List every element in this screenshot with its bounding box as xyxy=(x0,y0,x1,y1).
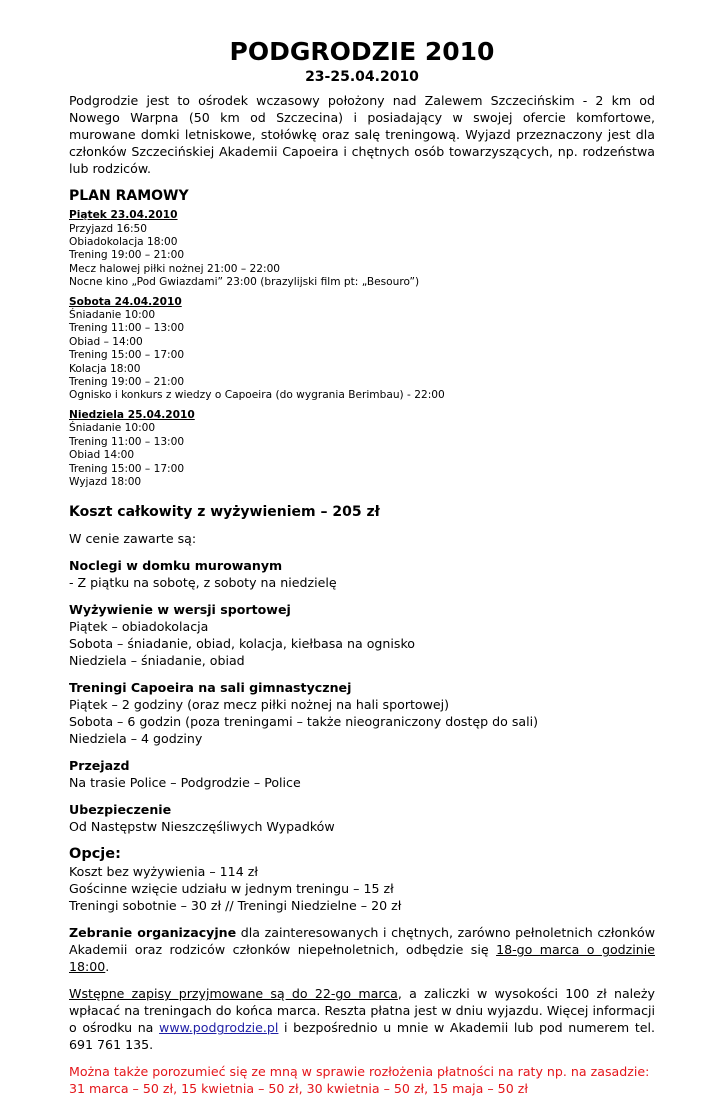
included-list xyxy=(69,557,655,835)
included-line: Piątek – obiadokolacja xyxy=(69,619,209,635)
included-item xyxy=(69,601,655,669)
schedule-item: Nocne kino „Pod Gwiazdami” 23:00 (brazylijski film pt: „Besouro”) xyxy=(69,276,420,289)
meeting-end: . xyxy=(105,959,110,975)
options-list xyxy=(69,863,655,914)
schedule-item: Śniadanie 10:00 xyxy=(69,309,156,322)
schedule xyxy=(69,209,655,489)
included-heading: Wyżywienie w wersji sportowej xyxy=(69,602,291,618)
included-line: Sobota – śniadanie, obiad, kolacja, kiełbasa na ognisko xyxy=(69,636,415,652)
option-item: Koszt bez wyżywienia – 114 zł xyxy=(69,864,258,880)
schedule-item: Obiad 14:00 xyxy=(69,449,135,462)
option-item: Gościnne wzięcie udziału w jednym treningu – 15 zł xyxy=(69,881,394,897)
schedule-item: Mecz halowej piłki nożnej 21:00 – 22:00 xyxy=(69,262,281,275)
schedule-item: Kolacja 18:00 xyxy=(69,362,141,375)
included-heading: Noclegi w domku murowanym xyxy=(69,558,283,574)
included-heading: Przejazd xyxy=(69,758,130,774)
schedule-item: Ognisko i konkurs z wiedzy o Capoeira (do wygrania Berimbau) - 22:00 xyxy=(69,389,445,402)
day-title: Sobota 24.04.2010 xyxy=(69,295,182,308)
included-line: Sobota – 6 godzin (poza treningami – także nieograniczony dostęp do sali) xyxy=(69,714,539,730)
plan-heading: PLAN RAMOWY xyxy=(69,188,189,204)
included-item xyxy=(69,801,655,835)
schedule-item: Trening 15:00 – 17:00 xyxy=(69,462,185,475)
option-item: Treningi sobotnie – 30 zł // Treningi Niedzielne – 20 zł xyxy=(69,898,402,914)
meeting-date: 18-go marca o godzinie 18:00 xyxy=(69,942,655,975)
intro-paragraph: Podgrodzie jest to ośrodek wczasowy położony nad Zalewem Szczecińskim - 2 km od Nowego Warpna (50 km od Szczecina) i posiadający w swojej ofercie komfortowe, murowane domki letniskowe, stołówkę oraz salę treningową. Wyjazd przeznaczony jest dla członków Szczecińskiej Akademii Capoeira i chętnych osób towarzyszących, np. rodzeństwa lub rodziców. xyxy=(69,93,655,176)
meeting-text: dla zainteresowanych i chętnych, zarówno pełnoletnich członków Akademii oraz rodziców członków niepełnoletnich, odbędzie się xyxy=(69,925,655,958)
included-heading: Ubezpieczenie xyxy=(69,802,172,818)
page-dates: 23-25.04.2010 xyxy=(305,69,419,85)
installments-line: 31 marca – 50 zł, 15 kwietnia – 50 zł, 30 kwietnia – 50 zł, 15 maja – 50 zł xyxy=(69,1081,528,1097)
installments-note xyxy=(69,1063,655,1097)
signup-end: i bezpośrednio u mnie w Akademii lub pod numerem tel. 691 761 135. xyxy=(69,1020,656,1053)
schedule-item: Trening 19:00 – 21:00 xyxy=(69,249,185,262)
included-item xyxy=(69,679,655,747)
included-heading: Treningi Capoeira na sali gimnastycznej xyxy=(69,680,352,696)
page-title: PODGRODZIE 2010 xyxy=(229,37,495,66)
schedule-day xyxy=(69,209,655,290)
included-item xyxy=(69,757,655,791)
day-title: Niedziela 25.04.2010 xyxy=(69,408,195,421)
signup-paragraph xyxy=(69,985,655,1053)
included-line: Piątek – 2 godziny (oraz mecz piłki nożnej na hali sportowej) xyxy=(69,697,450,713)
installments-line: Można także porozumieć się ze mną w sprawie rozłożenia płatności na raty np. na zasadzie: xyxy=(69,1064,650,1080)
signup-deadline: Wstępne zapisy przyjmowane są do 22-go marca xyxy=(69,986,398,1002)
meeting-paragraph xyxy=(69,924,655,975)
schedule-item: Trening 11:00 – 13:00 xyxy=(69,435,185,448)
day-title: Piątek 23.04.2010 xyxy=(69,209,178,221)
schedule-day xyxy=(69,296,655,403)
included-item xyxy=(69,557,655,591)
included-line: - Z piątku na sobotę, z soboty na niedzielę xyxy=(69,575,337,591)
schedule-item: Trening 11:00 – 13:00 xyxy=(69,322,185,335)
signup-text: , a zaliczki w wysokości 100 zł należy wpłacać na treningach do końca marca. Reszta płatna jest w dniu wyjazdu. Więcej informacji o ośrodku na xyxy=(69,986,655,1036)
schedule-day xyxy=(69,409,655,490)
included-line: Niedziela – 4 godziny xyxy=(69,731,203,747)
cost-heading: Koszt całkowity z wyżywieniem – 205 zł xyxy=(69,504,380,521)
included-line: Niedziela – śniadanie, obiad xyxy=(69,653,245,669)
included-intro: W cenie zawarte są: xyxy=(69,531,197,547)
document-page xyxy=(69,36,655,1097)
options-heading: Opcje: xyxy=(69,846,121,863)
schedule-item: Przyjazd 16:50 xyxy=(69,222,148,235)
schedule-item: Wyjazd 18:00 xyxy=(69,476,142,488)
included-line: Na trasie Police – Podgrodzie – Police xyxy=(69,775,301,791)
website-link[interactable]: www.podgrodzie.pl xyxy=(159,1020,279,1036)
meeting-label: Zebranie organizacyjne xyxy=(69,925,237,941)
schedule-item: Obiad – 14:00 xyxy=(69,335,143,348)
schedule-item: Śniadanie 10:00 xyxy=(69,422,156,435)
included-line: Od Następstw Nieszczęśliwych Wypadków xyxy=(69,819,335,835)
schedule-item: Trening 15:00 – 17:00 xyxy=(69,349,185,362)
schedule-item: Trening 19:00 – 21:00 xyxy=(69,376,185,389)
schedule-item: Obiadokolacja 18:00 xyxy=(69,235,178,248)
